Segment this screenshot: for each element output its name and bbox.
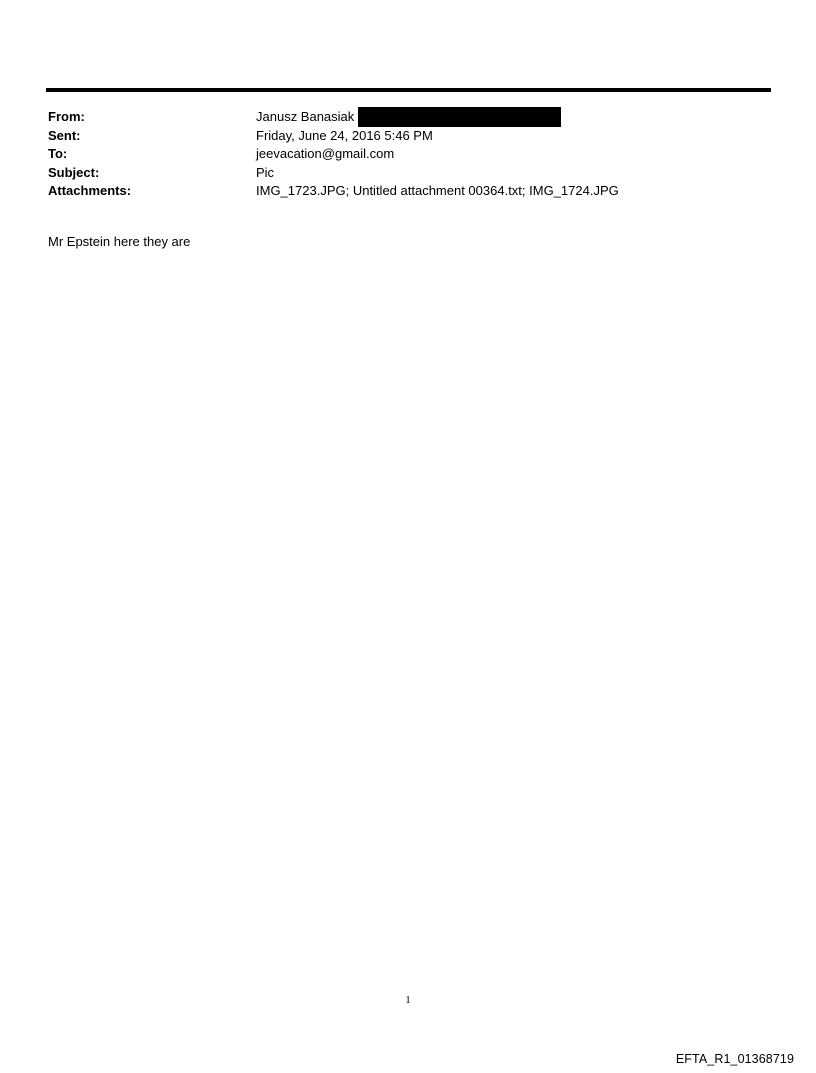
subject-label: Subject: <box>48 164 100 180</box>
subject-value: Pic <box>256 164 275 180</box>
from-value: Janusz Banasiak <box>256 109 355 125</box>
to-value: jeevacation@gmail.com <box>256 146 395 162</box>
from-label: From: <box>48 109 85 125</box>
sent-label: Sent: <box>48 127 81 143</box>
to-label: To: <box>48 146 68 162</box>
sent-value: Friday, June 24, 2016 5:46 PM <box>256 127 433 143</box>
attachments-value: IMG_1723.JPG; Untitled attachment 00364.txt; IMG_1724.JPG <box>256 183 619 199</box>
redaction-block <box>358 107 561 127</box>
attachments-label: Attachments: <box>48 183 132 199</box>
email-header <box>48 108 768 201</box>
to-row <box>48 145 768 164</box>
header-divider-rule <box>46 88 771 92</box>
email-body-text: Mr Epstein here they are <box>48 234 191 249</box>
subject-row <box>48 164 768 183</box>
bates-number: EFTA_R1_01368719 <box>675 1052 794 1066</box>
attachments-row <box>48 182 768 201</box>
page-number: 1 <box>405 994 411 1006</box>
from-value-wrap <box>256 107 561 127</box>
sent-row <box>48 127 768 146</box>
from-row <box>48 108 768 127</box>
